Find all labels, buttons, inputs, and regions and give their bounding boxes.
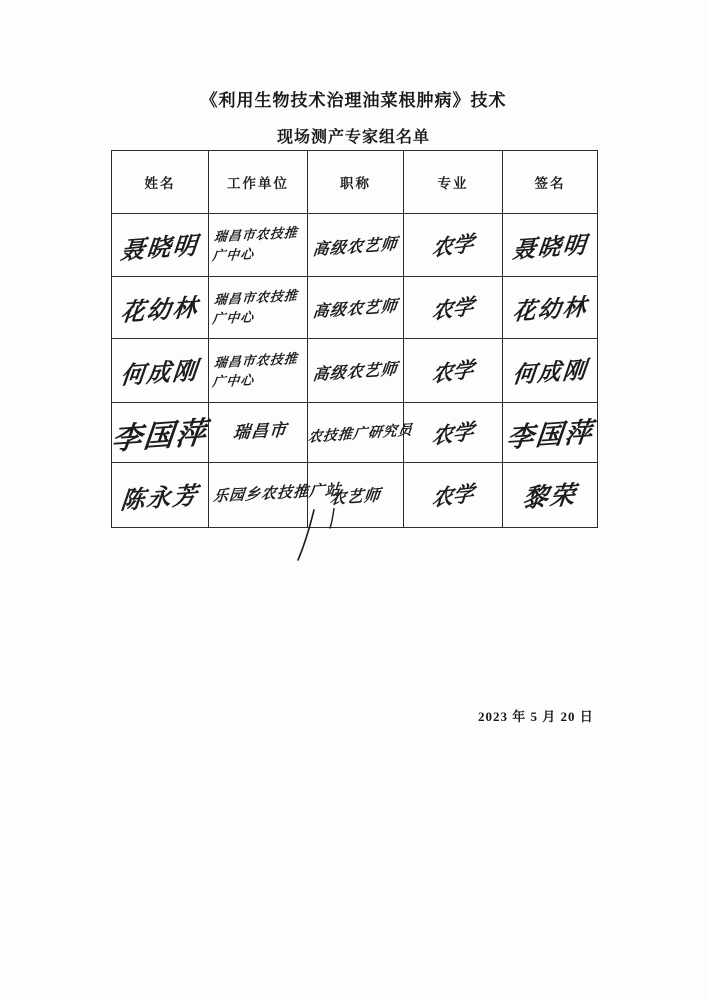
cell-name [112, 214, 209, 277]
handwritten-work-unit: 瑞昌市农技推广中心 [211, 350, 299, 389]
handwritten-job-title: 高级农艺师 [311, 235, 399, 259]
handwritten-name: 聂晓明 [119, 232, 200, 265]
table-row [112, 403, 598, 463]
header-work-unit: 工作单位 [209, 151, 308, 214]
handwritten-signature: 何成刚 [511, 357, 589, 388]
handwritten-name: 何成刚 [119, 358, 200, 390]
handwritten-major: 农学 [430, 481, 475, 511]
cell-job-title [308, 214, 404, 277]
handwritten-signature: 李国萍 [504, 416, 595, 454]
cell-work-unit [209, 277, 308, 339]
cell-job-title [307, 403, 414, 463]
cell-work-unit [209, 214, 308, 277]
handwritten-work-unit: 瑞昌市 [232, 420, 288, 443]
cell-name [112, 277, 209, 339]
handwritten-major: 农学 [430, 356, 475, 387]
cell-work-unit [209, 339, 308, 403]
document-title: 《利用生物技术治理油菜根肿病》技术 [200, 91, 507, 110]
cell-signature [503, 277, 598, 339]
handwritten-name: 陈永芳 [119, 482, 200, 515]
cell-signature [503, 403, 598, 463]
cell-name [112, 463, 209, 528]
cell-signature [503, 214, 598, 277]
cell-name [109, 403, 210, 463]
handwritten-job-title: 高级农艺师 [311, 297, 399, 322]
table-row [112, 339, 598, 403]
handwritten-major: 农学 [430, 293, 475, 324]
cell-major [404, 403, 503, 463]
cell-job-title [308, 277, 404, 339]
table-row [112, 277, 598, 339]
handwritten-major: 农学 [430, 231, 475, 261]
cell-name [112, 339, 209, 403]
handwritten-work-unit: 乐园乡农技推广站 [212, 482, 342, 506]
expert-group-table [111, 150, 598, 528]
cell-signature [503, 339, 598, 403]
cell-work-unit [209, 463, 342, 528]
table-row [112, 463, 598, 528]
document-date: 2023 年 5 月 20 日 [478, 709, 594, 724]
cell-job-title [308, 339, 404, 403]
cell-major [404, 214, 503, 277]
handwritten-name: 花幼林 [119, 295, 200, 327]
cell-major [404, 277, 503, 339]
handwritten-job-title: 高级农艺师 [311, 360, 399, 385]
document-subtitle: 现场测产专家组名单 [276, 129, 430, 146]
cell-major [404, 339, 503, 403]
header-major: 专业 [404, 151, 503, 214]
cell-signature [503, 463, 598, 528]
handwritten-work-unit: 瑞昌市农技推广中心 [211, 287, 299, 326]
handwritten-job-title: 农技推广研究员 [307, 422, 414, 446]
handwritten-signature: 花幼林 [511, 294, 589, 325]
cell-major [404, 463, 503, 528]
header-signature: 签名 [503, 151, 598, 214]
handwritten-signature: 聂晓明 [511, 231, 589, 263]
table-header-row [112, 151, 598, 214]
cell-work-unit [209, 403, 308, 463]
handwritten-work-unit: 瑞昌市农技推广中心 [211, 225, 299, 264]
handwritten-major: 农学 [430, 418, 475, 449]
handwritten-name: 李国萍 [109, 416, 210, 457]
handwritten-signature: 黎荣 [521, 482, 579, 514]
handwritten-job-title: 农艺师 [328, 486, 382, 508]
table-row [112, 214, 598, 277]
header-job-title: 职称 [308, 151, 404, 214]
header-name: 姓名 [112, 151, 209, 214]
